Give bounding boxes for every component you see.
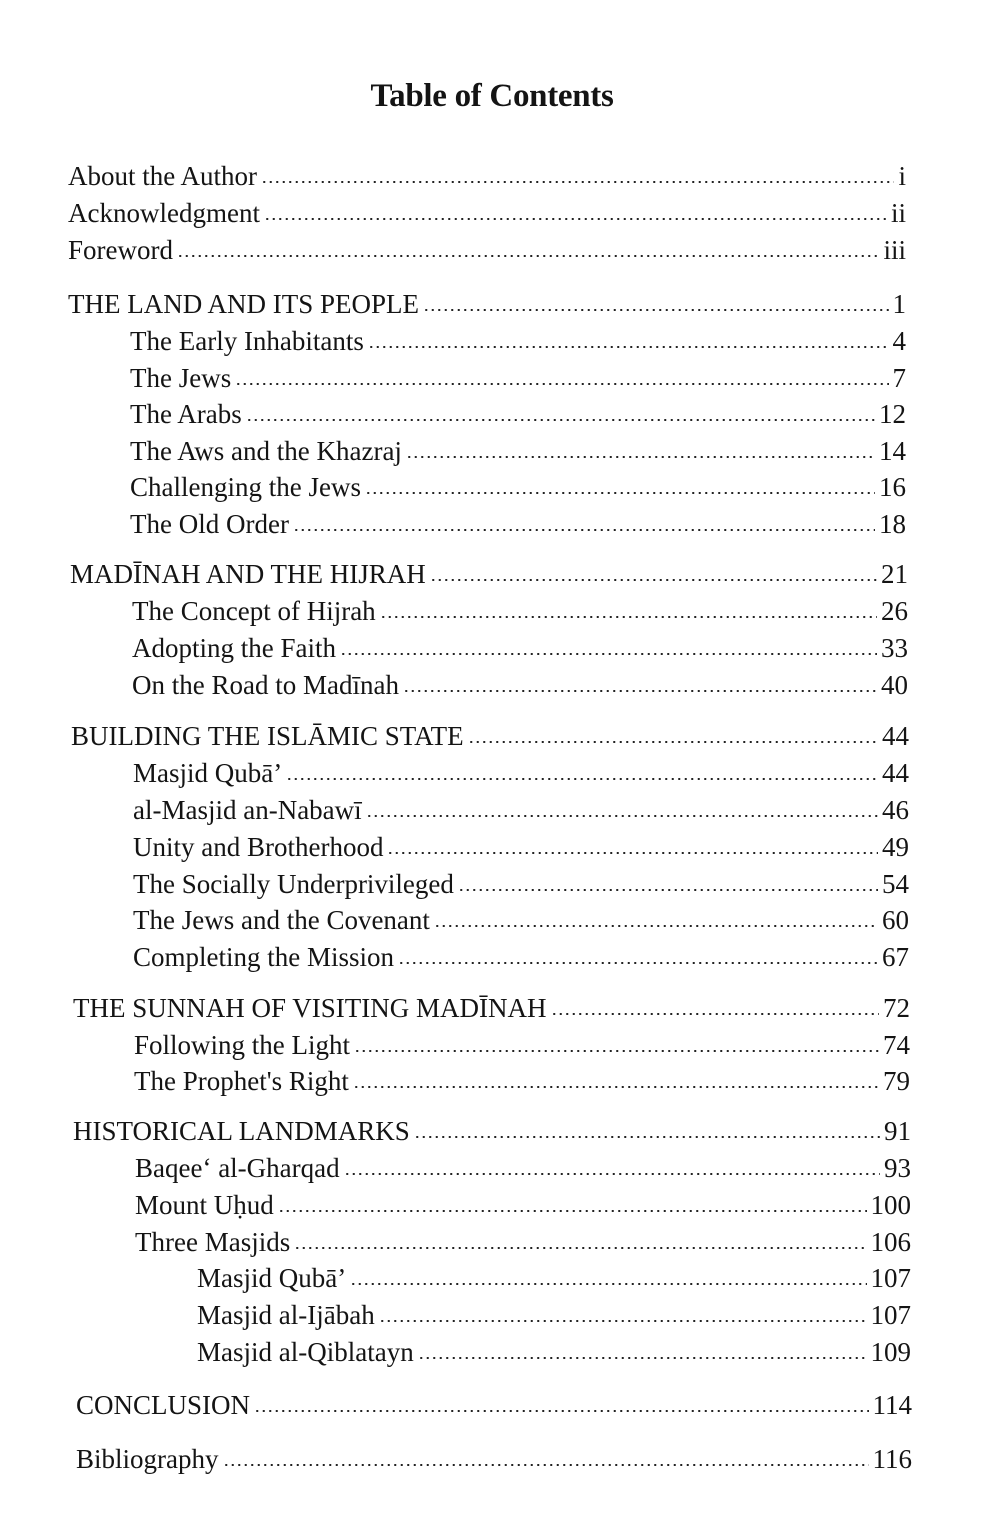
dot-leader (177, 237, 880, 259)
dot-leader (430, 561, 877, 583)
entry-page: 12 (879, 399, 906, 429)
entry-page: 4 (892, 326, 906, 356)
dot-leader (458, 871, 878, 893)
entry-label: The Concept of Hijrah (132, 596, 376, 626)
entry-label: BUILDING THE ISLĀMIC STATE (71, 721, 464, 751)
entry-page: 72 (883, 993, 910, 1023)
entry-label: Foreword (68, 235, 173, 265)
dot-leader (350, 1265, 866, 1287)
dot-leader (344, 1155, 880, 1177)
toc-entry[interactable] (76, 1389, 912, 1421)
entry-page: 14 (879, 436, 906, 466)
dot-leader (354, 1032, 879, 1054)
toc-entry[interactable] (73, 992, 910, 1024)
entry-label: The Prophet's Right (134, 1066, 349, 1096)
dot-leader (366, 797, 878, 819)
entry-label: The Arabs (130, 399, 242, 429)
entry-label: About the Author (68, 161, 257, 191)
entry-page: 109 (870, 1337, 911, 1367)
entry-label: Baqee‘ al-Gharqad (135, 1153, 340, 1183)
dot-leader (353, 1068, 879, 1090)
dot-leader (387, 834, 878, 856)
dot-leader (434, 907, 878, 929)
entry-page: 33 (881, 633, 908, 663)
entry-page: 21 (881, 559, 908, 589)
entry-page: 54 (882, 869, 909, 899)
entry-page: 16 (879, 472, 906, 502)
entry-label: Challenging the Jews (130, 472, 361, 502)
dot-leader (423, 291, 889, 313)
entry-page: 49 (882, 832, 909, 862)
entry-label: HISTORICAL LANDMARKS (73, 1116, 410, 1146)
entry-label: Completing the Mission (133, 942, 395, 972)
entry-label: Masjid al-Ijābah (197, 1300, 375, 1330)
toc-entry[interactable] (68, 197, 906, 229)
dot-leader (264, 200, 887, 222)
entry-label: Masjid al-Qiblatayn (197, 1337, 414, 1367)
entry-label: Three Masjids (135, 1227, 291, 1257)
entry-label: CONCLUSION (76, 1390, 251, 1420)
entry-page: 67 (882, 942, 909, 972)
toc-entry[interactable] (130, 471, 906, 503)
entry-label: The Aws and the Khazraj (130, 436, 402, 466)
toc-entry[interactable] (73, 1115, 911, 1147)
toc-entry[interactable] (68, 234, 906, 266)
dot-leader (235, 365, 888, 387)
toc-entry[interactable] (130, 398, 906, 430)
entry-label: al-Masjid an-Nabawī (133, 795, 362, 825)
entry-page: iii (883, 235, 906, 265)
dot-leader (380, 598, 877, 620)
toc-entry[interactable] (71, 720, 909, 752)
toc-entry[interactable] (133, 941, 909, 973)
dot-leader (246, 401, 875, 423)
entry-label: THE SUNNAH OF VISITING MADĪNAH (73, 993, 547, 1023)
entry-label: Acknowledgment (68, 198, 260, 228)
entry-page: i (898, 161, 906, 191)
entry-label: MADĪNAH AND THE HIJRAH (70, 559, 426, 589)
dot-leader (414, 1118, 880, 1140)
toc-entry[interactable] (76, 1443, 912, 1475)
entry-label: THE LAND AND ITS PEOPLE (68, 289, 419, 319)
entry-label: Mount Uḥud (135, 1190, 274, 1220)
entry-label: Masjid Qubā’ (133, 758, 283, 788)
dot-leader (286, 760, 878, 782)
entry-label: The Old Order (130, 509, 289, 539)
toc-entry[interactable] (132, 595, 908, 627)
toc-entry[interactable] (134, 1065, 910, 1097)
entry-page: ii (890, 198, 906, 228)
toc-entry[interactable] (135, 1189, 911, 1221)
entry-label: On the Road to Madīnah (132, 670, 399, 700)
toc-entry[interactable] (135, 1226, 911, 1258)
dot-leader (551, 995, 880, 1017)
dot-leader (418, 1339, 867, 1361)
page-title: Table of Contents (370, 78, 614, 114)
toc-entry[interactable] (134, 1029, 910, 1061)
toc-entry[interactable] (68, 160, 906, 192)
dot-leader (379, 1302, 867, 1324)
dot-leader (254, 1392, 868, 1414)
entry-page: 60 (882, 905, 909, 935)
toc-entry[interactable] (197, 1299, 911, 1331)
entry-page: 26 (881, 596, 908, 626)
dot-leader (293, 511, 875, 533)
toc-entry[interactable] (133, 757, 909, 789)
entry-label: The Jews and the Covenant (133, 905, 430, 935)
toc-entry[interactable] (130, 362, 906, 394)
toc-entry[interactable] (197, 1336, 911, 1368)
entry-page: 91 (884, 1116, 911, 1146)
entry-page: 74 (883, 1030, 910, 1060)
toc-entry[interactable] (135, 1152, 911, 1184)
entry-page: 106 (870, 1227, 911, 1257)
toc-entry[interactable] (133, 831, 909, 863)
entry-label: Adopting the Faith (132, 633, 336, 663)
entry-page: 1 (892, 289, 906, 319)
toc-entry[interactable] (133, 794, 909, 826)
entry-label: The Jews (130, 363, 232, 393)
dot-leader (261, 163, 894, 185)
toc-entry[interactable] (133, 904, 909, 936)
toc-entry[interactable] (130, 435, 906, 467)
toc-entry[interactable] (133, 868, 909, 900)
entry-page: 46 (882, 795, 909, 825)
entry-label: Masjid Qubā’ (197, 1263, 347, 1293)
dot-leader (406, 438, 875, 460)
dot-leader (403, 672, 877, 694)
entry-page: 114 (872, 1390, 912, 1420)
dot-leader (398, 944, 878, 966)
entry-page: 107 (870, 1263, 911, 1293)
entry-label: The Early Inhabitants (130, 326, 364, 356)
toc-entry[interactable] (70, 558, 908, 590)
toc-entry[interactable] (132, 669, 908, 701)
dot-leader (278, 1192, 867, 1214)
entry-label: The Socially Underprivileged (133, 869, 454, 899)
dot-leader (368, 328, 889, 350)
toc-entry[interactable] (132, 632, 908, 664)
entry-label: Unity and Brotherhood (133, 832, 384, 862)
entry-label: Following the Light (134, 1030, 350, 1060)
dot-leader (223, 1446, 869, 1468)
entry-page: 79 (883, 1066, 910, 1096)
dot-leader (365, 474, 875, 496)
toc-entry[interactable] (130, 325, 906, 357)
entry-page: 18 (879, 509, 906, 539)
entry-page: 44 (882, 758, 909, 788)
entry-page: 116 (872, 1444, 912, 1474)
entry-page: 93 (884, 1153, 911, 1183)
dot-leader (294, 1229, 866, 1251)
entry-page: 100 (870, 1190, 911, 1220)
dot-leader (340, 635, 877, 657)
dot-leader (468, 723, 878, 745)
toc-entry[interactable] (197, 1262, 911, 1294)
toc-entry[interactable] (68, 288, 906, 320)
toc-entry[interactable] (130, 508, 906, 540)
entry-page: 44 (882, 721, 909, 751)
entry-page: 107 (870, 1300, 911, 1330)
entry-label: Bibliography (76, 1444, 219, 1474)
entry-page: 7 (892, 363, 906, 393)
entry-page: 40 (881, 670, 908, 700)
